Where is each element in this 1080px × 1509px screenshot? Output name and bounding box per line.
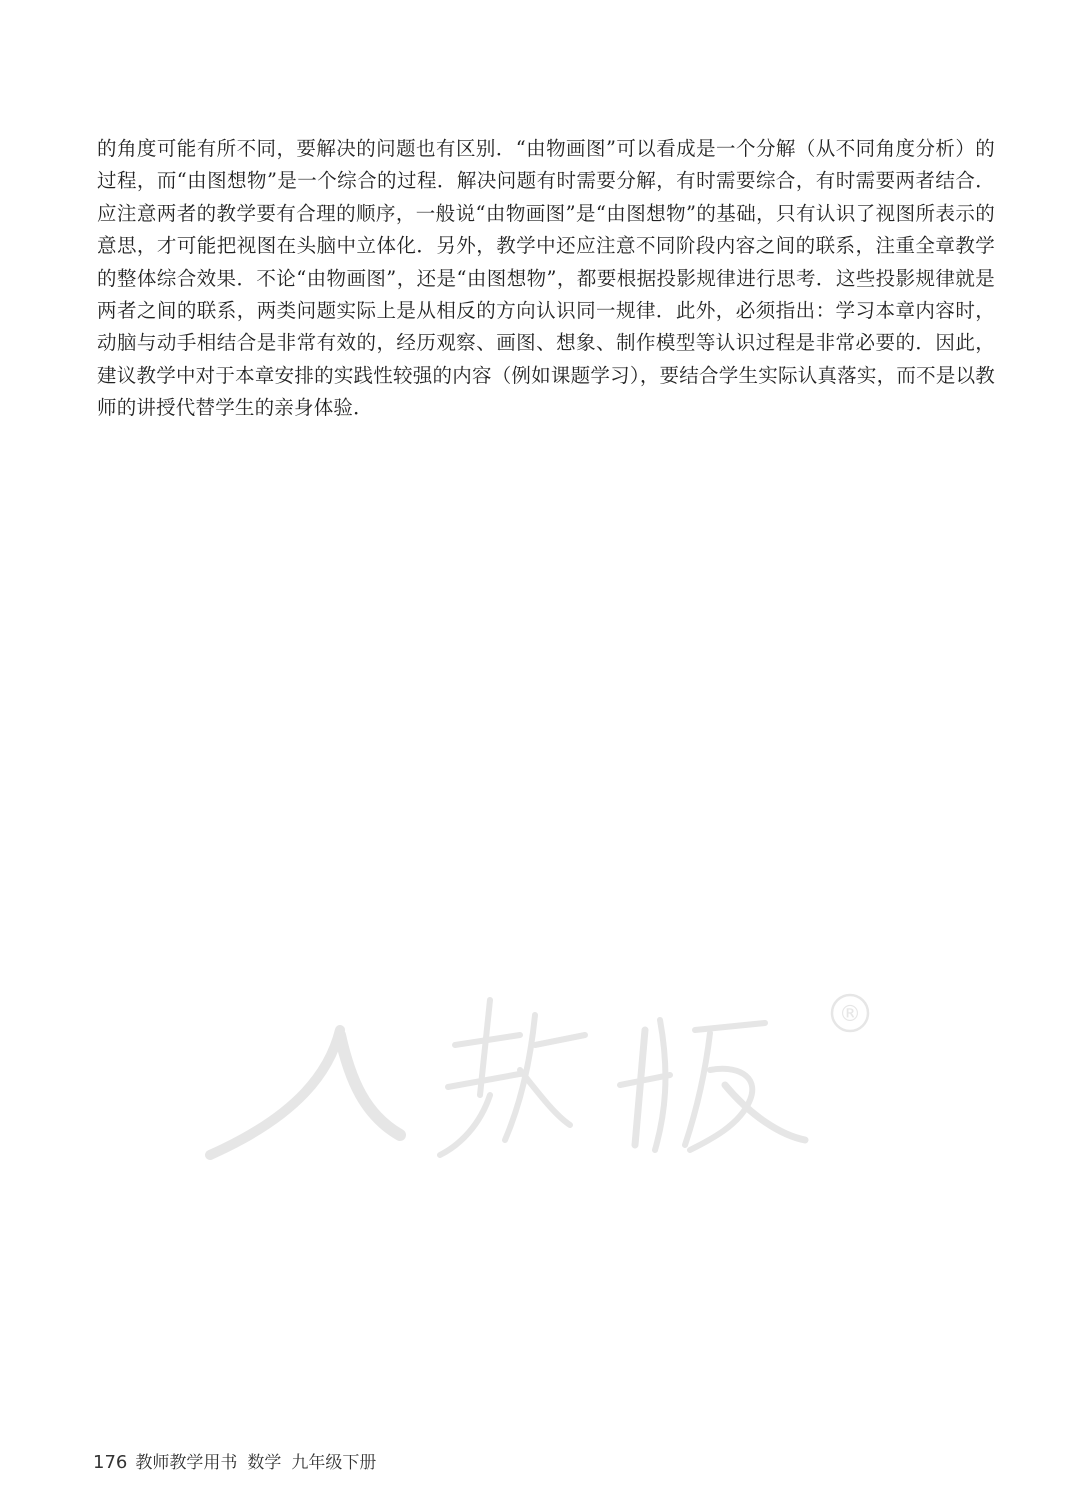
publisher-watermark-logo xyxy=(190,975,890,1175)
page-number: 176 xyxy=(93,1452,128,1473)
footer-subject: 数学 xyxy=(247,1453,282,1473)
page-footer xyxy=(93,1448,376,1473)
registered-mark: ® xyxy=(839,1002,861,1027)
body-paragraph: 的角度可能有所不同，要解决的问题也有区别．“由物画图”可以看成是一个分解（从不同角度分析）的过程，而“由图想物”是一个综合的过程．解决问题有时需要分解，有时需要综合，有时需要两者结合．应注意两者的教学要有合理的顺序，一般说“由物画图”是“由图想物”的基础，只有认识了视图所表示的意思，才可能把视图在头脑中立体化．另外，教学中还应注意不同阶段内容之间的联系，注重全章教学的整体综合效果．不论“由物画图”，还是“由图想物”，都要根据投影规律进行思考．这些投影规律就是两者之间的联系，两类问题实际上是从相反的方向认识同一规律．此外，必须指出：学习本章内容时，动脑与动手相结合是非常有效的，经历观察、画图、想象、制作模型等认识过程是非常必要的．因此，建议教学中对于本章安排的实践性较强的内容（例如课题学习），要结合学生实际认真落实，而不是以教师的讲授代替学生的亲身体验． xyxy=(97,137,995,420)
footer-book-title: 教师教学用书 xyxy=(135,1453,238,1473)
footer-grade: 九年级下册 xyxy=(291,1453,377,1473)
